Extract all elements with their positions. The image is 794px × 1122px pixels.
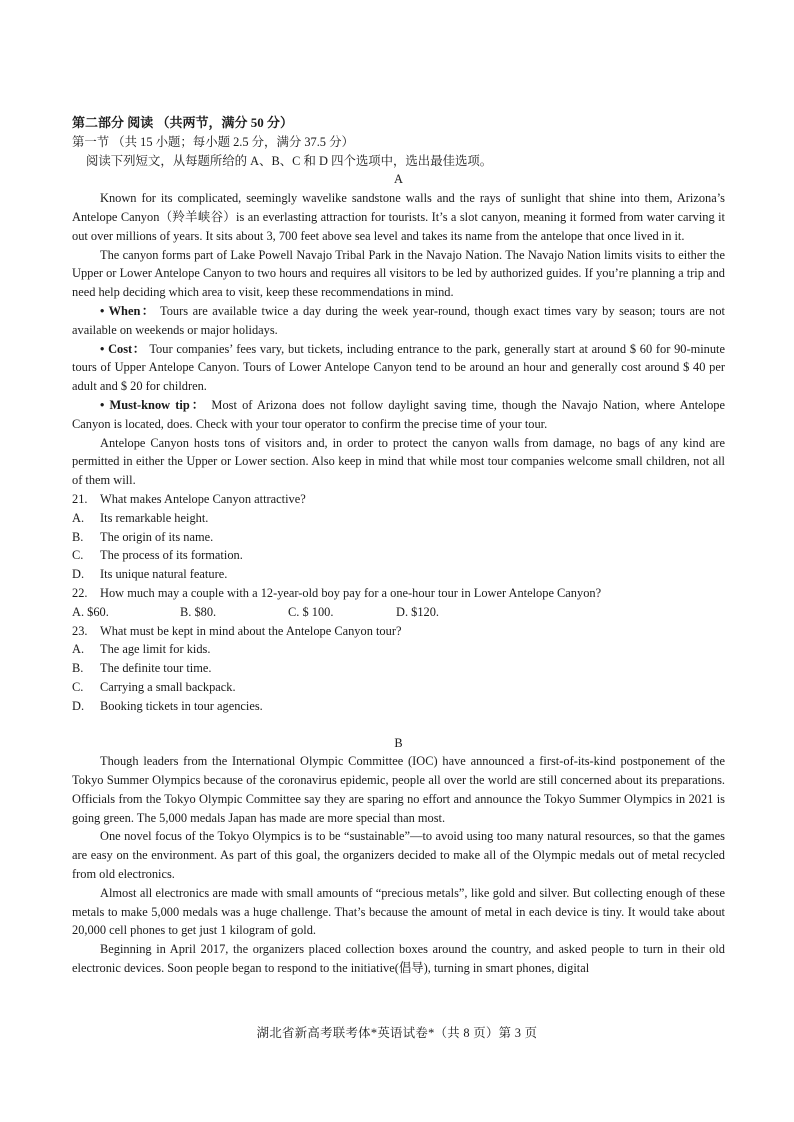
- question-number: 22.: [72, 585, 88, 600]
- option-22-d[interactable]: D. $120.: [396, 604, 440, 619]
- option-21-b[interactable]: [72, 528, 725, 547]
- bullet-cost-text: Tour companies’ fees vary, but tickets, including entrance to the park, generally start at around $ 60 for 90-minute tours of Upper Antelope Canyon. Tours of Lower Antelope Canyon tend to be around an hour and generally cost around $ 40 per adult and $ 20 for children.: [72, 341, 725, 394]
- exam-page: [72, 114, 725, 978]
- option-23-a[interactable]: [72, 640, 725, 659]
- question-text: How much may a couple with a 12-year-old boy pay for a one-hour tour in Lower Antelope Canyon?: [100, 585, 602, 600]
- option-letter: B.: [72, 529, 84, 544]
- option-23-b[interactable]: [72, 659, 725, 678]
- passage-b-paragraph-2: One novel focus of the Tokyo Olympics is to be “sustainable”—to avoid using too many natural resources, so that the games are easy on the environment. As part of this goal, the organizers decided to make all of the Olympic medals out of metal recycled from old electronics.: [72, 829, 725, 882]
- section-subtitle: 第一节 （共 15 小题；每小题 2.5 分，满分 37.5 分）: [72, 134, 354, 149]
- passage-b-paragraph-3: Almost all electronics are made with small amounts of “precious metals”, like gold and silver. But collecting enough of these metals to make 5,000 medals was a huge challenge. That’s because the amount of metal in each device is tiny. It would take about 20,000 cell phones to get just 1 kilogram of gold.: [72, 885, 725, 938]
- option-letter: D.: [72, 567, 85, 582]
- passage-a-label: A: [394, 172, 403, 187]
- option-22-c[interactable]: C. $ 100.: [288, 604, 334, 619]
- question-22: [72, 584, 725, 603]
- options-22: [72, 603, 725, 622]
- option-letter: A.: [72, 510, 85, 525]
- option-text: The age limit for kids.: [100, 642, 211, 657]
- option-letter: D.: [72, 698, 85, 713]
- option-text: Its remarkable height.: [100, 510, 209, 525]
- passage-a-paragraph-3: Antelope Canyon hosts tons of visitors and, in order to protect the canyon walls from damage, no bags of any kind are permitted in either the Upper or Lower section. Also keep in mind that while most tour companies welcome small children, not all of them will.: [72, 435, 725, 488]
- bullet-tip-label: • Must-know tip：: [100, 397, 207, 412]
- bullet-when: [72, 302, 725, 340]
- option-letter: C.: [72, 548, 84, 563]
- bullet-when-text: Tours are available twice a day during the week year-round, though exact times vary by season; tours are not available on weekends or major holidays.: [72, 303, 725, 337]
- option-21-a[interactable]: [72, 509, 725, 528]
- bullet-tip: [72, 396, 725, 434]
- option-letter: C.: [72, 679, 84, 694]
- bullet-tip-text: Most of Arizona does not follow daylight saving time, though the Navajo Nation, where Antelope Canyon is located, does. Check with your tour operator to confirm the precise time of your tour.: [72, 397, 725, 431]
- option-text: The definite tour time.: [100, 661, 212, 676]
- option-22-b[interactable]: B. $80.: [180, 604, 217, 619]
- option-21-c[interactable]: [72, 546, 725, 565]
- bullet-cost: [72, 340, 725, 396]
- question-number: 23.: [72, 623, 88, 638]
- passage-b-label: B: [394, 735, 403, 750]
- page-footer: 湖北省新高考联考体*英语试卷*（共 8 页）第 3 页: [256, 1026, 538, 1040]
- option-22-a[interactable]: A. $60.: [72, 604, 109, 619]
- question-text: What makes Antelope Canyon attractive?: [100, 491, 306, 506]
- option-letter: A.: [72, 642, 85, 657]
- option-text: The process of its formation.: [100, 548, 243, 563]
- question-number: 21.: [72, 491, 88, 506]
- section-title: 第二部分 阅读 （共两节，满分 50 分）: [72, 115, 294, 130]
- option-letter: B.: [72, 661, 84, 676]
- instructions: 阅读下列短文，从每题所给的 A、B、C 和 D 四个选项中，选出最佳选项。: [86, 153, 493, 168]
- option-23-c[interactable]: [72, 678, 725, 697]
- option-21-d[interactable]: [72, 565, 725, 584]
- option-23-d[interactable]: [72, 697, 725, 716]
- option-text: Carrying a small backpack.: [100, 679, 236, 694]
- question-21: [72, 490, 725, 509]
- bullet-when-label: • When：: [100, 303, 156, 318]
- passage-b-paragraph-4: Beginning in April 2017, the organizers placed collection boxes around the country, and asked people to turn in their old electronic devices. Soon people began to respond to the initiative(倡导), turning in smart phones, digital: [72, 942, 725, 976]
- passage-a-paragraph-1: Known for its complicated, seemingly wavelike sandstone walls and the rays of sunlight that shine into them, Arizona’s Antelope Canyon（羚羊峡谷）is an everlasting attraction for tourists. It’s a slot canyon, meaning it formed from water carving it out over millions of years. It sits about 3, 700 feet above sea level and takes its name from the antelope that once lived in it.: [72, 191, 725, 243]
- option-text: Booking tickets in tour agencies.: [100, 698, 263, 713]
- question-text: What must be kept in mind about the Antelope Canyon tour?: [100, 623, 402, 638]
- passage-b-paragraph-1: Though leaders from the International Olympic Committee (IOC) have announced a first-of-its-kind postponement of the Tokyo Summer Olympics because of the coronavirus epidemic, people all over the world are still concerned about its preparations. Officials from the Tokyo Olympic Committee say they are sparing no effort and announce the Tokyo Summer Olympics in 2021 is going green. The 5,000 medals Japan has made are more special than most.: [72, 754, 725, 825]
- option-text: Its unique natural feature.: [100, 567, 228, 582]
- passage-a-paragraph-2: The canyon forms part of Lake Powell Navajo Tribal Park in the Navajo Nation. The Navajo Nation limits visits to either the Upper or Lower Antelope Canyon to two hours and requires all visitors to be led by authorized guides. If you’re planning a trip and need help deciding which area to visit, keep these recommendations in mind.: [72, 247, 725, 300]
- bullet-cost-label: • Cost：: [100, 341, 146, 356]
- option-text: The origin of its name.: [100, 529, 214, 544]
- question-23: [72, 622, 725, 641]
